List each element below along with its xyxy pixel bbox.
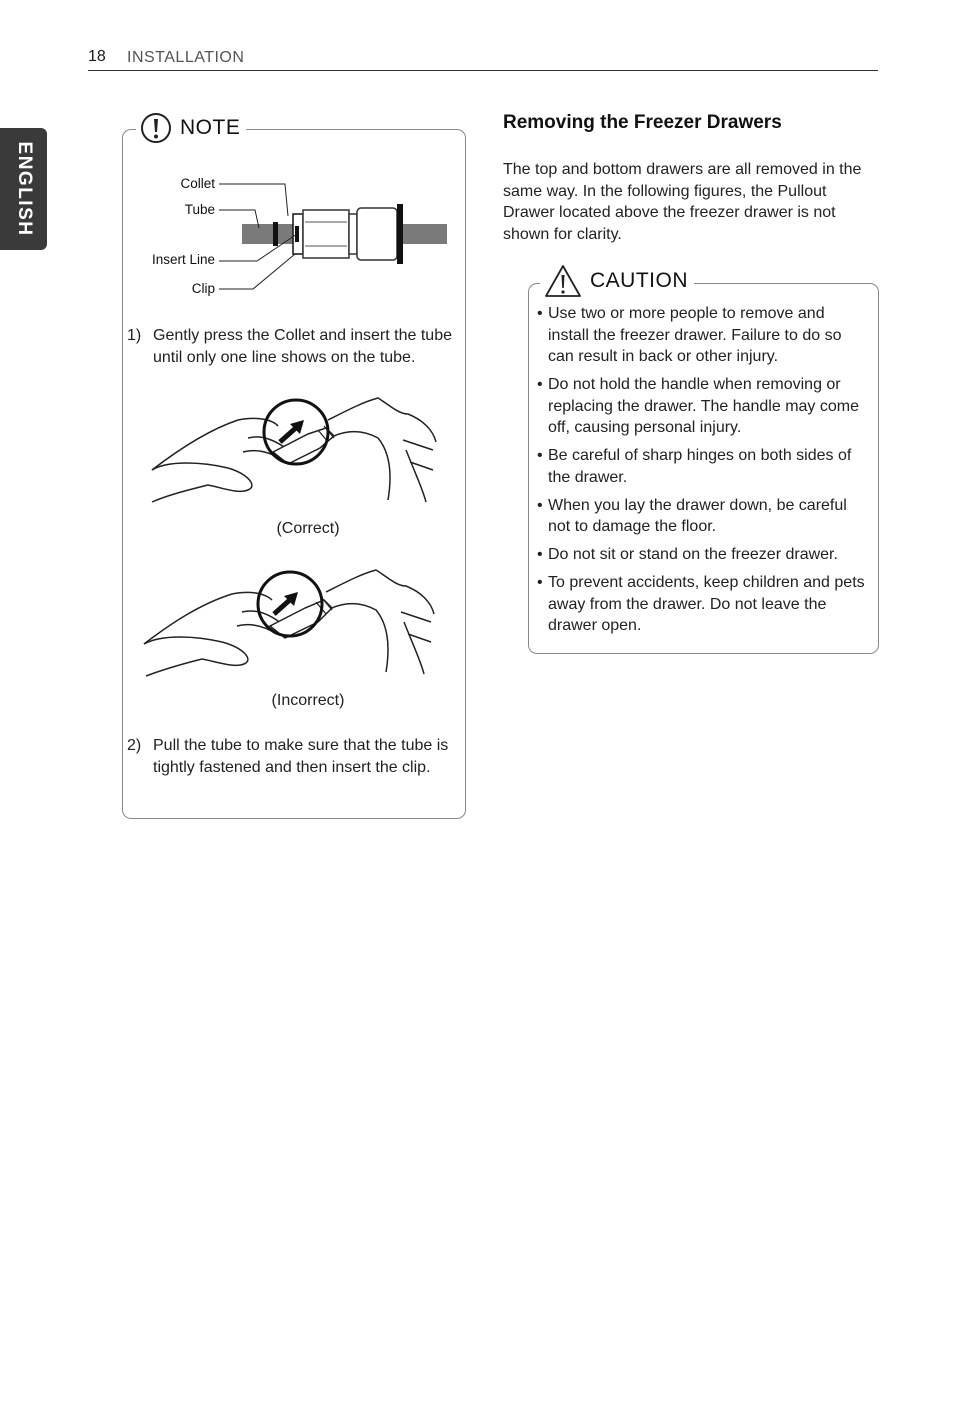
language-tab: [0, 128, 47, 250]
caution-item: • Do not hold the handle when removing or replacing the drawer. The handle may come off, causing personal injury.: [537, 374, 869, 439]
warning-triangle-icon: [544, 264, 582, 298]
language-label: ENGLISH: [13, 141, 35, 237]
caution-item: • Be careful of sharp hinges on both sides of the drawer.: [537, 445, 869, 488]
caution-item: • Do not sit or stand on the freezer drawer.: [537, 544, 869, 566]
page-header: [88, 48, 878, 71]
label-collet: Collet: [180, 176, 215, 191]
tube-fitting-diagram: [135, 170, 455, 305]
caution-item: • When you lay the drawer down, be careful not to damage the floor.: [537, 495, 869, 538]
caution-item: • To prevent accidents, keep children and pets away from the drawer. Do not leave the drawer open.: [537, 572, 869, 637]
label-insert-line: Insert Line: [151, 252, 215, 267]
label-tube: Tube: [184, 202, 215, 217]
caption-correct: (Correct): [276, 520, 340, 537]
caution-item: • Use two or more people to remove and install the freezer drawer. Failure to do so can result in back or other injury.: [537, 303, 869, 368]
caution-heading: CAUTION: [590, 269, 688, 292]
section-intro: The top and bottom drawers are all removed in the same way. In the following figures, the Pullout Drawer located above the freezer drawer is not shown for clarity.: [503, 161, 862, 243]
fitting-drawing: [135, 170, 455, 305]
section-title: Removing the Freezer Drawers: [503, 112, 782, 133]
correct-insertion-illustration: [148, 390, 438, 508]
note-heading: NOTE: [180, 116, 241, 139]
step-text: Pull the tube to make sure that the tube is tightly fastened and then insert the clip.: [153, 737, 449, 776]
note-header: [136, 112, 246, 144]
page-number: 18: [88, 48, 106, 65]
caution-list: [537, 303, 869, 643]
section-name: INSTALLATION: [127, 49, 245, 66]
step-number: 1): [127, 327, 142, 344]
step-number: 2): [127, 737, 142, 754]
step-text: Gently press the Collet and insert the tube until only one line shows on the tube.: [153, 327, 452, 366]
label-clip: Clip: [191, 281, 215, 296]
note-step-1: [127, 325, 452, 368]
note-step-2: [127, 735, 452, 778]
caption-incorrect: (Incorrect): [271, 692, 345, 709]
exclamation-circle-icon: [140, 112, 172, 144]
caution-header: [540, 264, 694, 298]
incorrect-insertion-illustration: [140, 560, 438, 680]
